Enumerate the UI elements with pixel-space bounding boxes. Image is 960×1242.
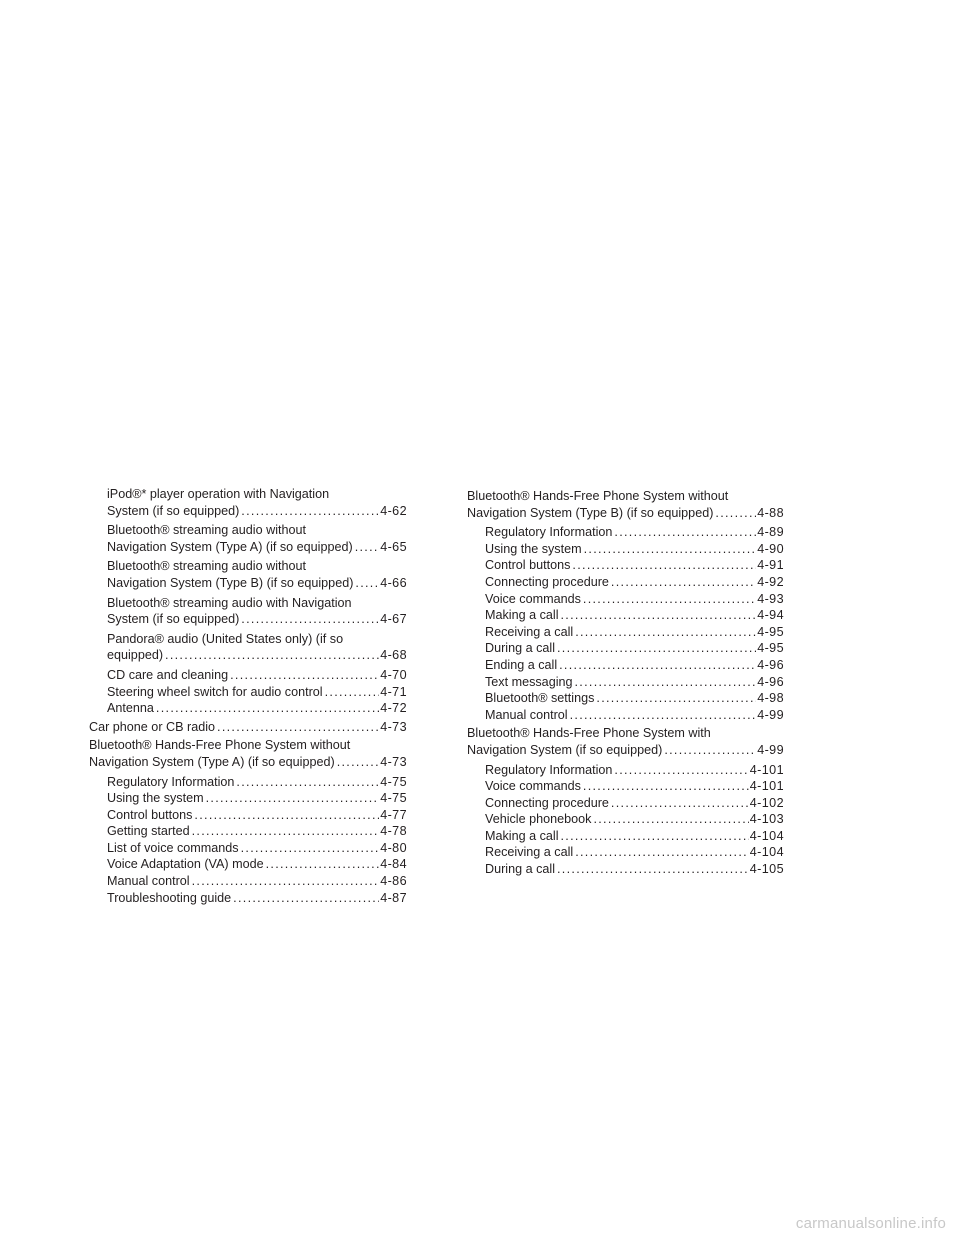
toc-entry-title: Using the system [485,541,582,556]
dot-leader [234,774,379,791]
dot-leader [192,807,379,824]
toc-right-column [467,486,784,878]
toc-entry-title-line: iPod®* player operation with Navigation [107,487,330,501]
toc-entry[interactable] [89,790,407,807]
toc-page-number: 4-93 [757,591,784,606]
toc-entry-title-line: Pandora® audio (United States only) (if so [107,631,344,646]
toc-page-number: 4-70 [380,667,407,682]
toc-entry[interactable] [467,795,784,812]
dot-leader [190,823,380,840]
dot-leader [559,607,757,624]
toc-entry-title: Text messaging [485,674,573,689]
dot-leader [163,647,379,664]
toc-page-number: 4-68 [380,648,407,663]
dot-leader [557,657,756,674]
toc-entry[interactable] [467,811,784,828]
dot-leader [335,754,379,771]
toc-entry[interactable] [89,486,407,519]
toc-page-number: 4-62 [380,503,407,518]
dot-leader [612,762,748,779]
toc-entry-title: List of voice commands [107,840,239,855]
dot-leader [555,640,756,657]
toc-page-number: 4-66 [380,575,407,590]
toc-entry-title: Receiving a call [485,845,574,860]
toc-page-number: 4-84 [380,857,407,872]
toc-entry[interactable] [467,828,784,845]
toc-entry-title: Making a call [485,828,559,843]
dot-leader [573,624,756,641]
toc-page-number: 4-103 [749,812,784,827]
toc-entry-title: Connecting procedure [485,574,609,589]
dot-leader [570,557,756,574]
toc-page-number: 4-65 [380,539,407,554]
toc-entry[interactable] [467,861,784,878]
toc-entry-title: Antenna [107,701,154,716]
toc-entry-title-line: Bluetooth® streaming audio with Navigation [107,595,352,610]
dot-leader [662,742,756,759]
toc-page-number: 4-94 [757,608,784,623]
dot-leader [713,505,756,522]
toc-entry-title: Using the system [107,791,204,806]
dot-leader [190,873,380,890]
toc-page-number: 4-87 [380,890,407,905]
toc-entry-title: Making a call [485,608,559,623]
toc-page-number: 4-77 [380,807,407,822]
toc-entry[interactable] [89,595,407,628]
toc-entry-title: Control buttons [485,558,571,573]
toc-entry-title: Navigation System (if so equipped) [467,742,663,757]
toc-page-number: 4-95 [757,624,784,639]
toc-page-number: 4-104 [749,828,784,843]
dot-leader [555,861,749,878]
toc-page-number: 4-86 [380,874,407,889]
toc-page-number: 4-91 [757,558,784,573]
toc-entry[interactable] [89,684,407,701]
toc-page-number: 4-95 [757,641,784,656]
toc-entry-title-line: Bluetooth® Hands-Free Phone System without [89,738,351,753]
dot-leader [231,890,379,907]
toc-page-number: 4-71 [380,684,407,699]
toc-entry-title: Navigation System (Type A) (if so equipped) [89,754,335,769]
toc-page-number: 4-89 [757,525,784,540]
toc-page-number: 4-88 [757,505,784,520]
toc-entry-title: Navigation System (Type A) (if so equipped) [107,539,353,554]
dot-leader [582,541,757,558]
toc-entry-title-line: Bluetooth® Hands-Free Phone System without [467,489,729,503]
toc-entry-title: Voice commands [485,779,581,794]
toc-page-number: 4-96 [757,674,784,689]
toc-entry[interactable] [467,607,784,624]
toc-page-number: 4-67 [380,612,407,627]
toc-entry-title: Regulatory Information [485,762,613,777]
toc-entry[interactable] [89,631,407,664]
toc-entry[interactable] [89,774,407,791]
toc-entry[interactable] [467,541,784,558]
toc-entry-title: CD care and cleaning [107,667,229,682]
toc-entry[interactable] [467,574,784,591]
dot-leader [594,690,756,707]
toc-page-number: 4-102 [749,795,784,810]
toc-page-number: 4-73 [380,754,407,769]
dot-leader [239,840,380,857]
toc-entry[interactable] [89,840,407,857]
toc-left-column [89,486,407,906]
dot-leader [568,707,757,724]
toc-entry[interactable] [89,700,407,717]
toc-entry-title-line: Bluetooth® streaming audio without [107,559,307,574]
toc-entry-title: Regulatory Information [485,525,613,540]
watermark: carmanualsonline.info [795,1215,946,1232]
toc-entry[interactable] [89,558,407,591]
toc-entry[interactable] [89,737,407,770]
toc-entry-title: Vehicle phonebook [485,812,592,827]
toc-entry[interactable] [467,844,784,861]
toc-entry-title: Navigation System (Type B) (if so equipped) [467,505,714,520]
toc-entry-title: Troubleshooting guide [107,890,232,905]
toc-entry-title: Ending a call [485,657,558,672]
dot-leader [264,856,380,873]
toc-entry-title: Steering wheel switch for audio control [107,684,323,699]
toc-entry-title: Manual control [107,874,190,889]
toc-entry[interactable] [467,657,784,674]
toc-page-number: 4-105 [749,862,784,877]
toc-entry[interactable] [467,557,784,574]
toc-entry-title: Connecting procedure [485,795,609,810]
dot-leader [215,719,379,736]
toc-entry[interactable] [467,778,784,795]
dot-leader [239,611,379,628]
toc-entry-title-line: Bluetooth® Hands-Free Phone System with [467,726,711,741]
dot-leader [581,591,756,608]
toc-page-number: 4-96 [757,657,784,672]
toc-entry-title: Bluetooth® settings [485,691,595,706]
toc-entry[interactable] [89,719,407,736]
dot-leader [581,778,749,795]
dot-leader [559,828,749,845]
toc-page-number: 4-75 [380,791,407,806]
toc-page-number: 4-99 [757,742,784,757]
toc-entry-title-line: Bluetooth® streaming audio without [107,523,307,538]
toc-entry-title: Manual control [485,707,568,722]
toc-entry-title: System (if so equipped) [107,503,240,518]
toc-entry-title: Navigation System (Type B) (if so equipped) [107,575,354,590]
dot-leader [204,790,380,807]
dot-leader [573,844,749,861]
toc-page-number: 4-99 [757,707,784,722]
toc-entry[interactable] [89,807,407,824]
toc-entry[interactable] [467,524,784,541]
toc-entry[interactable] [467,674,784,691]
dot-leader [591,811,748,828]
dot-leader [323,684,380,701]
toc-entry[interactable] [467,690,784,707]
toc-entry-title: Voice Adaptation (VA) mode [107,857,264,872]
toc-entry[interactable] [89,667,407,684]
dot-leader [353,539,379,556]
dot-leader [239,503,379,520]
toc-entry-title: System (if so equipped) [107,612,240,627]
toc-entry[interactable] [467,762,784,779]
toc-page-number: 4-92 [757,574,784,589]
toc-entry[interactable] [89,522,407,555]
toc-entry-title: During a call [485,641,555,656]
toc-entry[interactable] [467,640,784,657]
toc-entry[interactable] [89,856,407,873]
dot-leader [353,575,379,592]
dot-leader [228,667,379,684]
toc-entry[interactable] [467,725,784,758]
toc-entry[interactable] [467,488,784,521]
dot-leader [154,700,379,717]
toc-page-number: 4-101 [749,762,784,777]
toc-entry-title: Voice commands [485,591,581,606]
toc-entry[interactable] [89,873,407,890]
toc-entry[interactable] [467,624,784,641]
toc-entry[interactable] [467,591,784,608]
toc-entry[interactable] [89,823,407,840]
dot-leader [609,574,756,591]
toc-entry-title: Control buttons [107,807,193,822]
toc-page-number: 4-78 [380,824,407,839]
toc-entry-title: equipped) [107,648,164,663]
toc-page-number: 4-104 [749,845,784,860]
toc-entry-title: During a call [485,862,555,877]
dot-leader [609,795,749,812]
toc-page-number: 4-73 [380,719,407,734]
toc-entry-title: Getting started [107,824,190,839]
toc-page-number: 4-90 [757,541,784,556]
toc-entry-title: Receiving a call [485,624,574,639]
toc-entry[interactable] [467,707,784,724]
toc-entry-title: Car phone or CB radio [89,719,216,734]
toc-page-number: 4-75 [380,774,407,789]
toc-page-number: 4-98 [757,691,784,706]
toc-page-number: 4-72 [380,701,407,716]
dot-leader [612,524,756,541]
toc-entry-title: Regulatory Information [107,774,235,789]
dot-leader [573,674,757,691]
toc-entry[interactable] [89,890,407,907]
toc-page-number: 4-101 [749,779,784,794]
toc-page-number: 4-80 [380,840,407,855]
